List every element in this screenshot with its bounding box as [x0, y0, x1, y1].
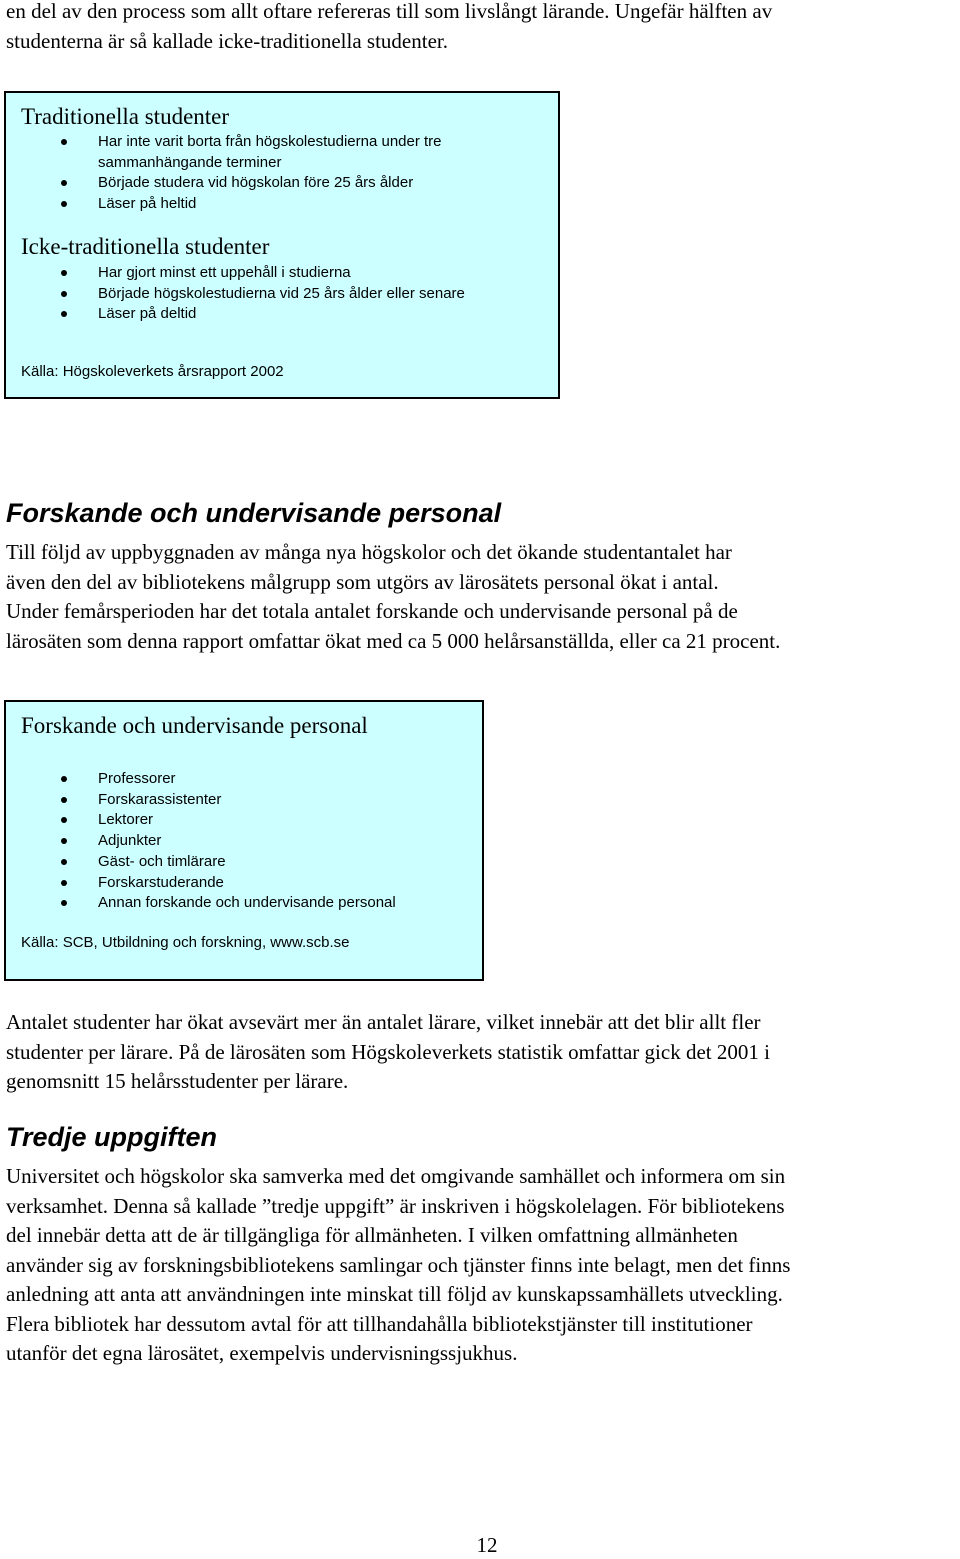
text-line: Till följd av uppbyggnaden av många nya högskolor och det ökande studentantalet har [6, 540, 732, 564]
bullet-icon [61, 880, 67, 886]
page-number: 12 [476, 1533, 498, 1557]
bullet-icon [61, 139, 67, 145]
text-line: del innebär detta att de är tillgängliga för allmänheten. I vilken omfattning allmänheten [6, 1223, 738, 1247]
student-categories-box [4, 91, 560, 399]
bullet-icon [61, 180, 67, 186]
list-item: Adjunkter [6, 831, 396, 852]
list-item: Gäst- och timlärare [6, 852, 396, 873]
list-item: Har inte varit borta från högskolestudierna under tre [6, 132, 442, 153]
list-item: Forskarassistenter [6, 790, 396, 811]
staff-categories-box [4, 700, 484, 981]
list-item-continuation: sammanhängande terminer [98, 153, 282, 171]
text-line: även den del av bibliotekens målgrupp som utgörs av lärosätets personal ökat i antal. [6, 569, 719, 594]
bullet-icon [61, 291, 67, 297]
text-line: studenterna är så kallade icke-traditionella studenter. [6, 28, 448, 53]
text-line: genomsnitt 15 helårsstudenter per lärare. [6, 1069, 349, 1093]
bullet-icon [61, 900, 67, 906]
staff-list [6, 769, 396, 914]
text-line: Under femårsperioden har det totala antalet forskande och undervisande personal på de [6, 599, 738, 623]
list-item: Har gjort minst ett uppehåll i studierna [6, 263, 465, 284]
text-line: utanför det egna lärosätet, exempelvis undervisningssjukhus. [6, 1341, 518, 1365]
text-line: Flera bibliotek har dessutom avtal för att tillhandahålla bibliotekstjänster till institutioner [6, 1311, 753, 1336]
list-item: Lektorer [6, 810, 396, 831]
section-heading: Forskande och undervisande personal [6, 498, 502, 528]
bullet-icon [61, 201, 67, 207]
list-item: Professorer [6, 769, 396, 790]
text-line: studenter per lärare. På de lärosäten som Högskoleverkets statistik omfattar gick det 2001 i [6, 1039, 770, 1064]
third-task-paragraph [6, 1162, 956, 1369]
text-line: anledning att anta att användningen inte minskat till följd av kunskapssamhällets utveckling. [6, 1282, 783, 1306]
list-item: Forskarstuderande [6, 873, 396, 894]
text-line: verksamhet. Denna så kallade ”tredje uppgift” är inskriven i högskolelagen. För bibliotekens [6, 1193, 785, 1218]
text-line: använder sig av forskningsbibliotekens samlingar och tjänster finns inte belagt, men det finns [6, 1252, 791, 1277]
bullet-icon [61, 270, 67, 276]
traditional-students-list [6, 132, 442, 215]
text-line: en del av den process som allt oftare refereras till som livslångt lärande. Ungefär hälften av [6, 0, 773, 23]
list-item: Annan forskande och undervisande personal [6, 893, 396, 914]
text-line: Antalet studenter har ökat avsevärt mer än antalet lärare, vilket innebär att det blir allt fler [6, 1010, 761, 1034]
bullet-icon [61, 311, 67, 317]
bullet-icon [61, 859, 67, 865]
staff-paragraph [6, 538, 956, 656]
text-line: Universitet och högskolor ska samverka med det omgivande samhället och informera om sin [6, 1164, 786, 1188]
source-note: Källa: Högskoleverkets årsrapport 2002 [21, 363, 284, 380]
non-traditional-students-list [6, 263, 465, 325]
source-note: Källa: SCB, Utbildning och forskning, www.scb.se [21, 934, 350, 951]
list-item: Började studera vid högskolan före 25 års ålder [6, 173, 442, 194]
bullet-icon [61, 776, 67, 782]
bullet-icon [61, 817, 67, 823]
intro-paragraph [6, 0, 956, 56]
staff-box-title: Forskande och undervisande personal [21, 713, 368, 738]
non-traditional-students-title: Icke-traditionella studenter [21, 234, 270, 259]
list-item: Började högskolestudierna vid 25 års ålder eller senare [6, 284, 465, 305]
bullet-icon [61, 797, 67, 803]
section-heading: Tredje uppgiften [6, 1122, 218, 1152]
list-item: Läser på heltid [6, 194, 442, 215]
students-per-teacher-paragraph [6, 1008, 956, 1097]
list-item: Läser på deltid [6, 304, 465, 325]
bullet-icon [61, 838, 67, 844]
text-line: lärosäten som denna rapport omfattar ökat med ca 5 000 helårsanställda, eller ca 21 procent. [6, 628, 781, 653]
traditional-students-title: Traditionella studenter [21, 104, 230, 129]
